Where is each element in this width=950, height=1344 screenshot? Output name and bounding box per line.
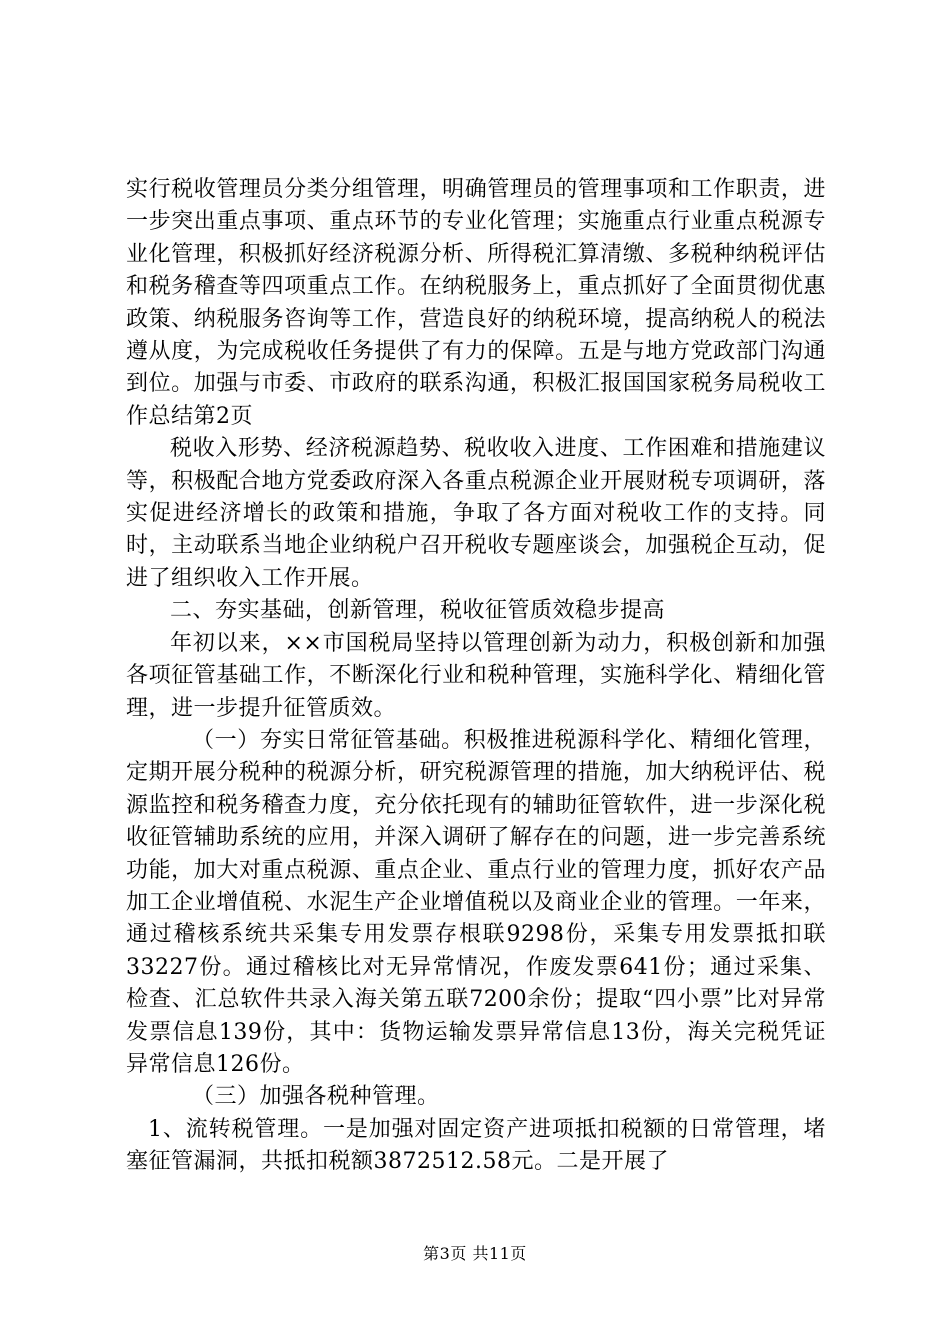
paragraph-5: 1、流转税管理。一是加强对固定资产进项抵扣税额的日常管理，堵塞征管漏洞，共抵扣税额3872512.58元。二是开展了 xyxy=(126,1116,826,1175)
paragraph-2: 税收入形势、经济税源趋势、税收收入进度、工作困难和措施建议等，积极配合地方党委政府深入各重点税源企业开展财税专项调研，落实促进经济增长的政策和措施，争取了各方面对税收工作的支持。同时，主动联系当地企业纳税户召开税收专题座谈会，加强税企互动，促进了组织收入工作开展。 xyxy=(126,436,826,591)
paragraph-1: 实行税收管理员分类分组管理，明确管理员的管理事项和工作职责，进一步突出重点事项、重点环节的专业化管理；实施重点行业重点税源专业化管理，积极抓好经济税源分析、所得税汇算清缴、多税种纳税评估和税务稽查等四项重点工作。在纳税服务上，重点抓好了全面贯彻优惠政策、纳税服务咨询等工作，营造良好的纳税环境，提高纳税人的税法遵从度，为完成税收任务提供了有力的保障。五是与地方党政部门沟通到位。加强与市委、市政府的联系沟通，积极汇报国国家税务局税收工作总结第2页 xyxy=(126,177,826,429)
document-body xyxy=(126,174,826,1179)
subsection-heading-3: （三）加强各税种管理。 xyxy=(192,1084,440,1110)
paragraph-3: 年初以来，××市国税局坚持以管理创新为动力，积极创新和加强各项征管基础工作，不断深化行业和税种管理，实施科学化、精细化管理，进一步提升征管质效。 xyxy=(126,630,826,721)
paragraph-4: （一）夯实日常征管基础。积极推进税源科学化、精细化管理，定期开展分税种的税源分析，研究税源管理的措施，加大纳税评估、税源监控和税务稽查力度，充分依托现有的辅助征管软件，进一步深化税收征管辅助系统的应用，并深入调研了解存在的问题，进一步完善系统功能，加大对重点税源、重点企业、重点行业的管理力度，抓好农产品加工企业增值税、水泥生产企业增值税以及商业企业的管理。一年来，通过稽核系统共采集专用发票存根联9298份，采集专用发票抵扣联33227份。通过稽核比对无异常情况，作废发票641份；通过采集、检查、汇总软件共录入海关第五联7200余份；提取“四小票”比对异常发票信息139份，其中：货物运输发票异常信息13份，海关完税凭证异常信息126份。 xyxy=(126,727,826,1077)
page-footer: 第3页 共11页 xyxy=(423,1244,527,1263)
section-heading-2: 二、夯实基础，创新管理，税收征管质效稳步提高 xyxy=(170,598,666,624)
